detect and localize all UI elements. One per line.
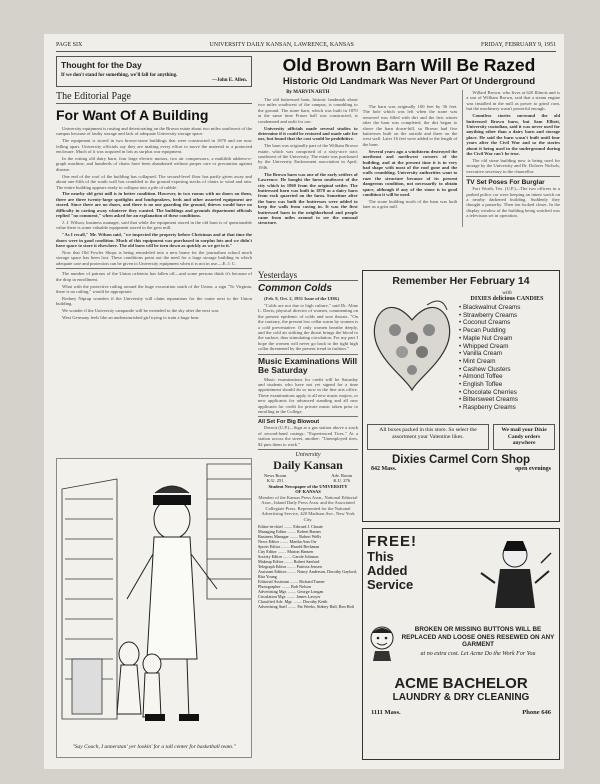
tv-headline: TV Set Poses For Burglar — [466, 179, 545, 187]
editorial-para: The equipment is stored in two brown-stone buildings that were constructed in 1870 and are now falling apart. University officials say they are making every effort to move the material to a protected enclosure. Much of it was acquired in lots as surplus war equipment. — [56, 138, 252, 155]
blowout-headline: All Set For Big Blowout — [258, 419, 320, 426]
candy-item: • English Toffee — [459, 381, 503, 389]
staff-line: Editor-in-chief ........ Edward J. Choate — [258, 523, 323, 529]
cartoon-caption: "Say Coach, I unnerstan' yer lookin' for a tall center for basketball team." — [72, 744, 236, 750]
masthead — [258, 452, 358, 609]
acme-ad — [362, 528, 560, 760]
editorial-headline: For Want Of A Building — [56, 107, 209, 123]
editorial-para: The nearby old grist mill is in better condition. However, in two rooms with no doors on them, there are three twenty-large spotlights and loudspeakers, beds and other assorted equipment are stored. Since there are no doors, and there is no one guarding the ground, thieves would have no difficulty in carting away whatever they wanted. The buildings and grounds department officials replied "no comment," when asked for an explanation of these conditions. — [56, 191, 252, 219]
candy-item: • Vanilla Cream — [459, 350, 503, 358]
candy-item: • Mint Cream — [459, 357, 496, 365]
yesterday-body: "Colds are not due to high culture," said Dr. Aline L. Davis, physical director of women, commenting on the present epidemic of colds and sore throats. "On the contrary, the present low cellar warm by women is a cold preventative. If only women breathe deeply, and the cold air striking the throat brings the blood to the surface, thus stimulating circulation. For my part I hope the women will never go back to the tight high collar threatened by the present trend in fashion." — [258, 302, 358, 352]
staff-line: Society Editor ........ Carole Johnson — [258, 553, 319, 559]
page-number: PAGE SIX — [56, 42, 83, 48]
acme-phone: Phone 646 — [522, 709, 551, 716]
news-room-num: K.U. 251 — [266, 478, 284, 484]
tailor-illustration — [475, 533, 555, 613]
acme-sub: LAUNDRY & DRY CLEANING — [392, 692, 530, 703]
acme-name: ACME BACHELOR — [394, 675, 528, 692]
adv-room-label: Adv. Room — [331, 473, 352, 479]
editorial-column — [56, 56, 252, 454]
masthead-name: Daily Kansan — [273, 458, 343, 473]
staff-line: Managing Editor ........ Robert Barnes — [258, 528, 322, 534]
candy-item: • Cashew Clusters — [459, 365, 511, 373]
candy-item: • Strawberry Creams — [459, 311, 518, 319]
short-item: Rodney Niptup wonders if the University will claim reparations for the crater next to the Union building. — [56, 295, 252, 307]
feature-para: The Brown barn was one of the early settlers of Lawrence. He bought the farm southwest of the city which in 1860 from the original settler. The buttressed barn was built in 1870 as a dairy barn from rock quarried on the farm. Sometime after the barn was built the buttresses were added to keep the walls from caving in. It was the first buttressed barn in the neighborhood and people came from miles around to see the unusual structure. — [258, 171, 358, 226]
staff-line: News Editor ........ Martha Ann Orr — [258, 538, 317, 544]
middle-column — [258, 270, 358, 760]
acme-this: This — [367, 549, 394, 564]
acme-offer: BROKEN OR MISSING BUTTONS WILL BE REPLACED AND LOOSE ONES RESEWED ON ANY GARMENT — [401, 626, 555, 649]
dixies-ad — [362, 270, 560, 522]
short-item: We wonder if the University campanile will be extended to the sky after the next war. — [62, 308, 220, 314]
editorial-body — [56, 126, 252, 321]
staff-line: Advertising Mgr. ........ George Longan — [258, 588, 324, 594]
paper-name: UNIVERSITY DAILY KANSAN, LAWRENCE, KANSAS — [209, 42, 354, 48]
feature-headline: Old Brown Barn Will Be Razed — [282, 56, 536, 75]
yesterday-headline: Common Colds — [258, 283, 332, 294]
dixies-mail-note: We mail your Dixie Candy orders anywhere — [493, 424, 555, 450]
cartoon-drawing — [57, 459, 252, 739]
staff-line: Telegraph Editor ........ Patricia Jensen — [258, 563, 322, 569]
candy-item: • Maple Nut Cream — [459, 334, 513, 342]
feature-para: The stone building north of the barn was built later as a grist mill. — [362, 198, 458, 210]
candy-item: • Coconut Creams — [459, 319, 511, 327]
masthead-top: University — [295, 452, 321, 459]
editorial-para: Now that Old Fowler Shops is being remodeled into a new home for the journalism school much storage space has been lost. These conditions point out the need for a large storage building in which adequate care and protection can be given to University equipment when it is not in use.—E. J. C. — [56, 250, 252, 266]
acme-free: FREE! — [367, 533, 417, 550]
masthead-sub: Student Newspaper of the UNIVERSITY OF KANSAS — [268, 484, 348, 495]
editorial-para: In the rotting old dairy barn, four large electric motors, two air compressors, a multilith address-o-graph machine, and hundreds of chairs have been abandoned without proper care or precaution against disease. — [56, 156, 252, 172]
editorial-para: University equipment is rusting and deteriorating on the Brown estate about two miles southwest of the campus because of faulty storage and lack of adequate University storage space. — [56, 126, 252, 137]
yesterday-date: (Feb. 9, Oct. 2, 1951 Issue of the UDK) — [264, 296, 340, 301]
staff-line: Makeup Editor ........ Robert Sanford — [258, 558, 320, 564]
candy-item: • Chocolate Cherries — [459, 388, 517, 396]
staff-line: Advertising Staff ........ Pat Weeks, Sidney Hall, Ben Holt — [258, 603, 355, 609]
acme-added: Added — [367, 563, 408, 578]
thought-author: —John E. Allen. — [211, 78, 247, 83]
byline: By MARVIN ARTH — [286, 90, 330, 95]
dixies-address: 842 Mass. — [371, 465, 397, 472]
candy-item: • Pecan Pudding — [459, 327, 506, 335]
feature-lead: The old buttressed barn, historic landmark about two miles southwest of the campus, is crumbling to the ground. The stone barn, which was built in 1870 at the same time Fraser hall was constructed, is condemned and unfit for use. — [258, 97, 358, 124]
dixies-shop: Dixies Carmel Corn Shop — [391, 453, 531, 466]
cartoon — [56, 458, 252, 758]
editorial-para: "As I recall," Mr. Wilson said, "we inspected the property before Christmas and at that time the doors were in good condition. Much of this equipment was purchased in surplus lots and we didn't have space to store it elsewhere. The old barn will be torn down as quickly as we get to it." — [56, 232, 252, 249]
feature-col-3 — [462, 90, 560, 227]
dixies-brand: DIXIES delicious CANDIES — [470, 296, 544, 302]
dixies-with: with — [502, 290, 512, 296]
short-item: The number of patrons of the Union cafeteria has fallen off—and some persons think it's because of the drop in enrollment. — [56, 271, 252, 282]
candy-item: • Almond Toffee — [459, 373, 503, 381]
candy-box-illustration — [367, 290, 457, 420]
candy-item: • Whipped Cream — [459, 342, 509, 350]
staff-line: Sports Editor ........ Harold Beckman — [258, 543, 320, 549]
feature-para: Countless stories surround the old buttressed Brown barn, but Sam Elliott, University custodian, said it was never used for anything other than a dairy barn and storage place. He said the barn wasn't built until four years after the Civil War and so the stories about it being used in the underground during the Civil War can't be true. — [466, 113, 560, 156]
page-header — [56, 42, 556, 52]
staff-line: Photographer ........ Bob Nelson — [258, 583, 311, 589]
feature-col-1 — [258, 90, 358, 227]
feature-para: The barn was originally 100 feet by 36 feet. The hole which was left when the stone was removed was filled with dirt and the first winter after the barn was completed, the dirt began to shove the barn down-hill, so Brown had five buttresses built on the outside and three on the west wall. Later 16 feet were added to the length of the barn. — [362, 104, 458, 147]
feature-para: The old stone building now is being used for storage by the University and Dr. Dolores Nichols, executive secretary to the chancellor. — [466, 157, 560, 174]
feature-subhead: Historic Old Landmark Was Never Part Of Underground — [282, 76, 536, 87]
feature-para: Willard Brown, who lives at 620 Illinois and is a son of William Brown, said that a steam engine was installed in the mill as power to grind corn, but the machinery wasn't powerful enough. — [466, 90, 560, 112]
staff-line: Circulation Mgr. ........ James Lawyer — [258, 593, 321, 599]
yesterday-label: Yesterdays — [258, 270, 358, 281]
editorial-para: One end of the roof of the building has collapsed. The second-level floor has partly given away and about one-fifth of the south wall has crumbled to the ground exposing stacks of chairs to wind and rain. The entire building appears ready to collapse into a pile of rubble. — [56, 173, 252, 190]
news-room-label: News Room — [264, 473, 287, 479]
dixies-title: Remember Her February 14 — [392, 275, 530, 287]
editorial-section-label: The Editorial Page — [56, 91, 252, 104]
candy-item: • Raspberry Creams — [459, 404, 516, 412]
candy-list — [459, 304, 555, 412]
newspaper-page — [44, 34, 564, 769]
staff-line: City Editor ........ Marion Hansen — [258, 548, 314, 554]
feature-col-2 — [363, 90, 458, 227]
thought-quote: If we don't stand for something, we'll fall for anything. — [61, 73, 178, 78]
acme-address: 1111 Mass. — [371, 709, 401, 716]
music-headline: Music Examinations Will Be Saturday — [258, 355, 358, 375]
acme-service: Service — [367, 577, 414, 592]
short-item: What with the protective railing around the huge excavation south of the Union, a sign "To Virginia, there is no railing," would be appropriate. — [56, 283, 252, 294]
thought-box — [56, 56, 252, 87]
candy-item: • Bittersweet Creams — [459, 396, 518, 404]
candy-item: • Blackwalnut Creams — [459, 304, 521, 311]
dixies-hours: open evenings — [515, 465, 551, 472]
dixies-boxed-note: All boxes packed in this store. So select the assortment your Valentine likes. — [367, 424, 489, 450]
feature-story — [258, 56, 560, 266]
blowout-body: Detroit (U.P.)—Sign at a gas station above a stack of second-hand casings: "Experienced Tires." At a station across the street, another: "Unemployed tires, $2 puts them to work." — [258, 425, 358, 447]
masthead-note: Member of the Kansas Press Assn., National Editorial Assn., Inland Daily Press Assn. and the Associated Collegiate Press. Represented for the National Advertising Service, 420 Madison Ave., New York City. — [258, 495, 358, 522]
staff-line: Business Manager ........ Robert Wells — [258, 533, 322, 539]
music-body: Music examinations for credit will be Saturday and students who have not yet signed for a time appointment should do so now in the fine arts office. These examinations apply to all new music majors, or new applicants for advanced standing and all new applicants for credit for private music taken prior to enrolling in the College. — [258, 376, 358, 414]
boy-face-icon — [367, 623, 397, 661]
tv-body: Fort Worth, Tex. (U.P.)—The two officers in a parked police car were keeping an intent watch on a nearby darkened building. Suddenly they thought a passerby. Then ion looked closer. In the display window of the building being watched was a television set in operation. — [466, 186, 560, 219]
issue-date: FRIDAY, FEBRUARY 9, 1951 — [481, 42, 556, 48]
editorial-para: J. J. Wilson, business manager, said that while the equipment stored in the old barn is of questionable value there is some valuable equipment stored in the grist mill. — [56, 220, 252, 231]
short-item: West Germany feels like an undernourished girl trying to train a huge bear. — [62, 315, 200, 321]
adv-room-num: K.U. 276 — [333, 478, 350, 484]
staff-line: Assistant Editors ........ Nancy Anderson, Dorothy Gaylord, Rita Young — [258, 568, 357, 579]
staff-line: Classified Adv. Mgr. ........ Dorothy Keith — [258, 598, 328, 604]
staff-line: Editorial Assistant ........ Richard Turner — [258, 578, 325, 584]
feature-para: The barn was originally part of the William Brown estate, which was comprised of a sixty-acre tract southwest of the University. The estate was purchased by the University Endowment association in April, 1946. — [258, 143, 358, 170]
thought-title: Thought for the Day — [61, 60, 142, 70]
feature-para: Several years ago a windstorm destroyed the northeast and northwest corners of the building, and at the present time it is in very bad shape with most of the roof gone and the walls crumbling. University authorities want to raze the structure because of its present dangerous condition, not necessarily to obtain space, although if any of the stone is in good condition it will be used. — [362, 148, 458, 197]
acme-extra: at no extra cost. Let Acme Do the Work For You — [420, 650, 536, 657]
staff-list — [258, 524, 358, 609]
feature-para: University officials made several studies to determine if it could be restored and made safe for use, but found that the cost would be prohibitive. — [258, 125, 358, 142]
